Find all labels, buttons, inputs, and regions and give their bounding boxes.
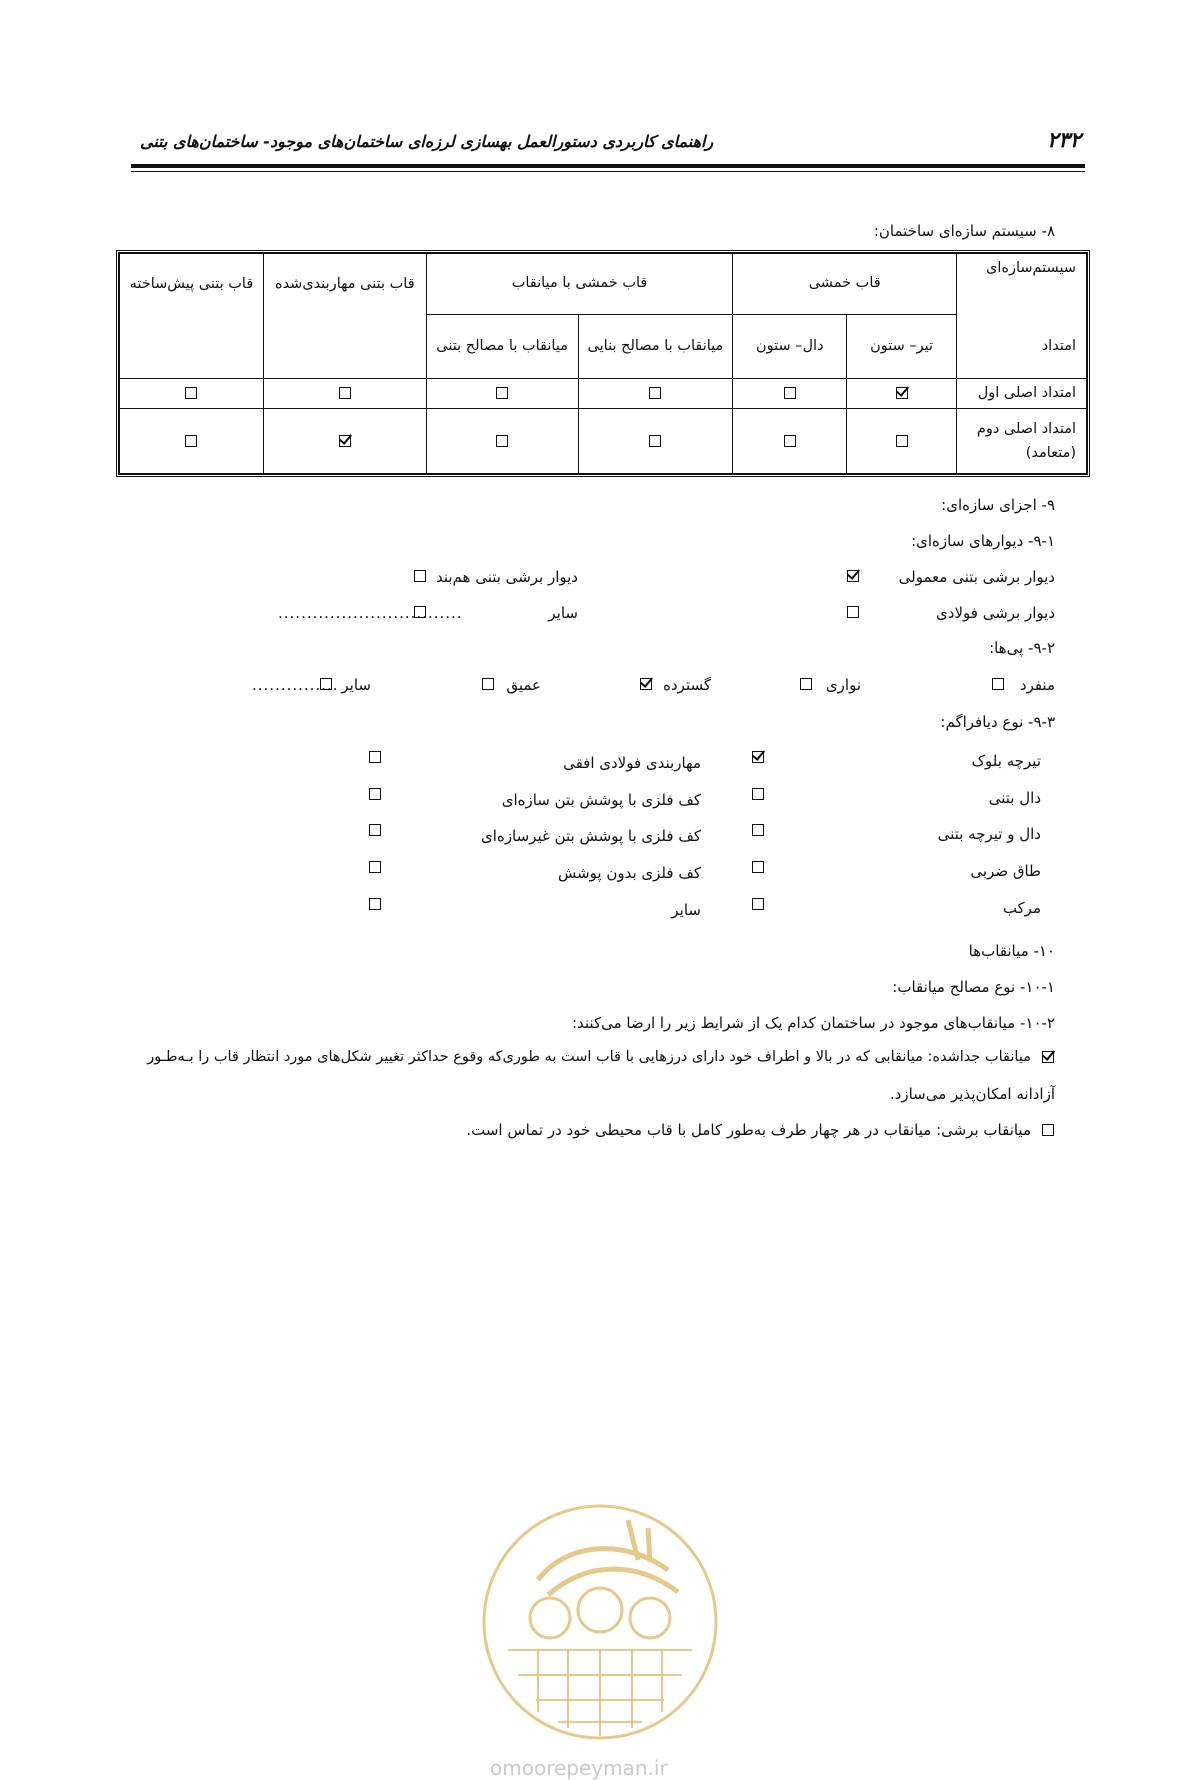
wall-option-label: دیوار برشی فولادی: [936, 604, 1055, 622]
section-8-heading: ۸- سیستم سازه‌ای ساختمان:: [873, 222, 1055, 240]
checkbox[interactable]: [185, 435, 197, 447]
infill-shear-checkbox[interactable]: [1042, 1124, 1054, 1136]
foundation-option-checkbox[interactable]: [482, 678, 494, 690]
diaphragm-option-label: طاق ضربی: [970, 862, 1041, 880]
foundations-heading: ۹-۲- پی‌ها:: [989, 639, 1055, 657]
diaphragm-option-label: کف فلزی با پوشش بتن غیرسازه‌ای: [481, 827, 701, 845]
checkbox[interactable]: [649, 387, 661, 399]
table-row: [120, 409, 1087, 474]
page-number: ۲۳۲: [1047, 128, 1081, 152]
foundation-option-label: سایر: [341, 676, 371, 694]
diaphragm-option-label: سایر: [671, 901, 701, 919]
foundation-other-blank[interactable]: ...............: [252, 676, 339, 694]
foundation-option-checkbox[interactable]: [800, 678, 812, 690]
diaphragm-option-label: مهاربندی فولادی افقی: [563, 754, 701, 772]
infill-separated-text: میانقاب جداشده: میانقابی که در بالا و اطراف خود دارای درزهایی با قاب است به طوری‌که وقوع حداکثر تغییر شکل‌های مورد انتظار قاب را بـه‌طـور: [147, 1049, 1031, 1065]
infill-separated-text-cont: آزادانه امکان‌پذیر می‌سازد.: [889, 1085, 1055, 1103]
table-corner-top: سیستم‌سازه‌ای: [957, 254, 1087, 315]
diaphragm-option-checkbox[interactable]: [752, 824, 764, 836]
wall-option-checkbox[interactable]: [847, 606, 859, 618]
wall-other-blank[interactable]: ................................: [278, 604, 463, 622]
diaphragm-option-checkbox[interactable]: [752, 788, 764, 800]
running-title: راهنمای کاربردی دستورالعمل بهسازی لرزه‌ای ساختمان‌های موجود- ساختمان‌های بتنی: [140, 132, 714, 151]
diaphragm-option-checkbox[interactable]: [369, 788, 381, 800]
checkbox[interactable]: [896, 387, 908, 399]
infill-material-heading: ۱۰-۱- نوع مصالح میانقاب:: [892, 978, 1055, 996]
watermark-url: omoorepeyman.ir: [490, 1756, 668, 1780]
checkbox[interactable]: [784, 387, 796, 399]
diaphragm-option-checkbox[interactable]: [369, 751, 381, 763]
diaphragm-option-checkbox[interactable]: [369, 861, 381, 873]
section-9-heading: ۹- اجزای سازه‌ای:: [941, 496, 1055, 514]
checkbox[interactable]: [339, 435, 351, 447]
diaphragm-option-label: دال و تیرچه بتنی: [937, 825, 1041, 843]
diaphragm-option-label: کف فلزی با پوشش بتن سازه‌ای: [501, 791, 701, 809]
foundation-option-label: منفرد: [1019, 676, 1055, 694]
section-10-heading: ۱۰- میانقاب‌ها: [968, 942, 1055, 960]
foundation-option-label: نواری: [825, 676, 861, 694]
walls-heading: ۹-۱- دیوارهای سازه‌ای:: [911, 532, 1055, 550]
table-head-precast: قاب بتنی پیش‌ساخته: [120, 254, 264, 379]
diaphragm-option-label: تیرچه بلوک: [971, 752, 1041, 770]
infill-separated-checkbox[interactable]: [1042, 1051, 1054, 1063]
infill-shear-text: میانقاب برشی: میانقاب در هر چهار طرف به‌طور کامل با قاب محیطی خود در تماس است.: [466, 1121, 1031, 1139]
row-label: امتداد اصلی اول: [957, 379, 1087, 409]
diaphragm-option-checkbox[interactable]: [752, 861, 764, 873]
checkbox[interactable]: [496, 435, 508, 447]
foundation-option-label: گسترده: [663, 676, 711, 694]
table-subhead-slab-column: دال– ستون: [733, 314, 847, 379]
diaphragm-option-checkbox[interactable]: [752, 751, 764, 763]
wall-option-label: دیوار برشی بتنی هم‌بند: [435, 568, 578, 586]
wall-option-checkbox[interactable]: [847, 570, 859, 582]
table-subhead-infill-masonry: میانقاب با مصالح بنایی: [578, 314, 733, 379]
table-head-moment-frame-infill: قاب خمشی با میانقاب: [426, 254, 733, 315]
wall-option-label: دیوار برشی بتنی معمولی: [898, 568, 1055, 586]
checkbox[interactable]: [496, 387, 508, 399]
table-head-braced-concrete: قاب بتنی مهاربندی‌شده: [263, 254, 426, 379]
checkbox[interactable]: [339, 387, 351, 399]
checkbox[interactable]: [784, 435, 796, 447]
diaphragm-heading: ۹-۳- نوع دیافراگم:: [940, 713, 1055, 731]
header-rule-thick: [131, 164, 1085, 168]
checkbox[interactable]: [896, 435, 908, 447]
header-rule-thin: [131, 171, 1085, 172]
foundation-option-checkbox[interactable]: [992, 678, 1004, 690]
diaphragm-option-label: دال بتنی: [988, 789, 1041, 807]
watermark-seal-logo: [478, 1500, 722, 1744]
table-corner-bottom: امتداد: [957, 314, 1087, 379]
table-subhead-infill-concrete: میانقاب با مصالح بتنی: [426, 314, 578, 379]
diaphragm-option-label: کف فلزی بدون پوشش: [557, 864, 701, 882]
foundation-option-label: عمیق: [506, 676, 541, 694]
infill-conditions-heading: ۱۰-۲- میانقاب‌های موجود در ساختمان کدام یک از شرایط زیر را ارضا می‌کنند:: [571, 1014, 1055, 1032]
structural-system-table: [116, 250, 1090, 477]
checkbox[interactable]: [185, 387, 197, 399]
diaphragm-option-checkbox[interactable]: [752, 898, 764, 910]
table-head-moment-frame: قاب خمشی: [733, 254, 957, 315]
row-label: امتداد اصلی دوم (متعامد): [957, 409, 1087, 474]
wall-option-label: سایر: [548, 604, 578, 622]
diaphragm-option-checkbox[interactable]: [369, 898, 381, 910]
table-row: [120, 379, 1087, 409]
foundation-option-checkbox[interactable]: [640, 678, 652, 690]
diaphragm-option-label: مرکب: [1002, 899, 1041, 917]
checkbox[interactable]: [649, 435, 661, 447]
diaphragm-option-checkbox[interactable]: [369, 824, 381, 836]
wall-option-checkbox[interactable]: [414, 570, 426, 582]
table-subhead-beam-column: تیر– ستون: [847, 314, 957, 379]
